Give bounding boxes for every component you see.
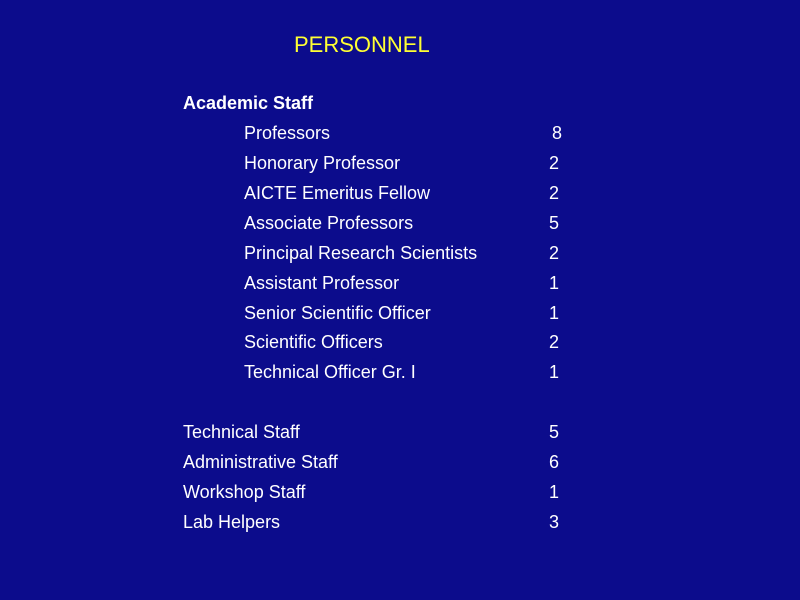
list-item bbox=[0, 273, 800, 295]
list-item bbox=[0, 213, 800, 235]
staff-category-label: Scientific Officers bbox=[244, 332, 383, 352]
staff-count: 6 bbox=[549, 452, 560, 472]
staff-category-label: Assistant Professor bbox=[244, 273, 400, 293]
list-item bbox=[0, 512, 800, 534]
staff-category-label: Principal Research Scientists bbox=[244, 243, 478, 263]
staff-count: 2 bbox=[549, 153, 560, 173]
staff-count: 2 bbox=[549, 243, 560, 263]
staff-category-label: Senior Scientific Officer bbox=[244, 303, 431, 323]
staff-count: 5 bbox=[549, 213, 560, 233]
staff-count: 1 bbox=[549, 362, 560, 382]
list-item bbox=[0, 452, 800, 474]
list-item bbox=[0, 243, 800, 265]
staff-category-label: Professors bbox=[244, 123, 331, 143]
staff-count: 2 bbox=[549, 332, 560, 352]
staff-count: 1 bbox=[549, 303, 560, 323]
staff-category-label: Technical Staff bbox=[183, 422, 300, 442]
staff-count: 1 bbox=[549, 482, 560, 502]
list-item bbox=[0, 303, 800, 325]
staff-category-label: Administrative Staff bbox=[183, 452, 338, 472]
list-item bbox=[0, 123, 800, 145]
staff-count: 3 bbox=[549, 512, 560, 532]
staff-count: 5 bbox=[549, 422, 560, 442]
staff-category-label: Associate Professors bbox=[244, 213, 414, 233]
list-item bbox=[0, 422, 800, 444]
list-item bbox=[0, 183, 800, 205]
staff-count: 8 bbox=[552, 123, 563, 143]
staff-category-label: Workshop Staff bbox=[183, 482, 306, 502]
list-item bbox=[0, 332, 800, 354]
list-item bbox=[0, 482, 800, 504]
staff-category-label: Honorary Professor bbox=[244, 153, 401, 173]
slide-title: PERSONNEL bbox=[294, 32, 430, 57]
staff-category-label: Technical Officer Gr. I bbox=[244, 362, 416, 382]
list-item bbox=[0, 153, 800, 175]
list-item bbox=[0, 362, 800, 384]
staff-count: 2 bbox=[549, 183, 560, 203]
staff-count: 1 bbox=[549, 273, 560, 293]
academic-staff-heading: Academic Staff bbox=[183, 93, 314, 113]
staff-category-label: AICTE Emeritus Fellow bbox=[244, 183, 431, 203]
staff-category-label: Lab Helpers bbox=[183, 512, 281, 532]
